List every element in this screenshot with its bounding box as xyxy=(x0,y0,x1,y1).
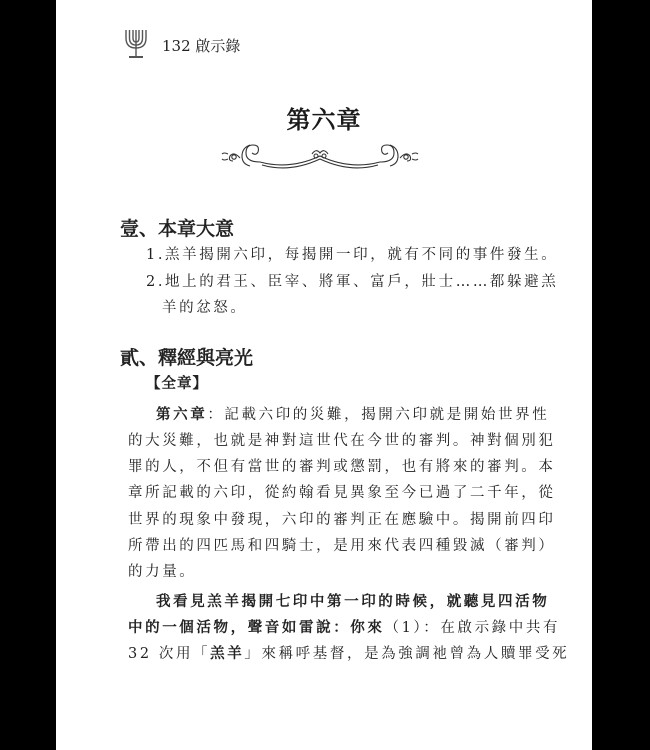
para2-lamb-term: 羔羊 xyxy=(210,645,245,662)
chapter-title: 第六章 xyxy=(286,105,362,134)
page-folio: 132 啟示錄 xyxy=(162,37,241,55)
summary-item-2: 2.地上的君王、臣宰、將軍、富戶，壯士……都躲避羔 xyxy=(146,274,559,290)
para1-line-1 xyxy=(156,403,549,424)
menorah-icon xyxy=(122,28,150,60)
para1-line-4: 章所記載的六印，從約翰看見異象至今已過了二千年，從 xyxy=(128,485,556,501)
section-heading-summary: 壹、本章大意 xyxy=(120,218,235,240)
section-heading-exegesis: 貳、釋經與亮光 xyxy=(120,347,254,369)
para2-line3-rest: 」來稱呼基督，是為強調祂曾為人贖罪受死 xyxy=(244,646,570,662)
para2-verse-text: 中的一個活物，聲音如雷說：你來 xyxy=(128,619,385,636)
subheading-whole-chapter: 【全章】 xyxy=(146,375,208,392)
para1-line1-text: ：記載六印的災難，揭開六印就是開始世界性 xyxy=(207,407,550,423)
para1-lead: 第六章 xyxy=(156,406,208,423)
para1-line-7: 的力量。 xyxy=(128,564,197,580)
para1-line-2: 的大災難，也就是神對這世代在今世的審判。神對個別犯 xyxy=(128,433,556,449)
flourish-divider-icon xyxy=(220,140,420,174)
para2-line-2 xyxy=(128,616,560,637)
para2-line-3 xyxy=(128,642,569,663)
para1-line-6: 所帶出的四匹馬和四騎士，是用來代表四種毀滅（審判） xyxy=(128,538,556,554)
summary-item-1: 1.羔羊揭開六印，每揭開一印，就有不同的事件發生。 xyxy=(146,247,559,263)
summary-item-2-cont: 羊的忿怒。 xyxy=(162,300,248,316)
para2-comment-text: （1）：在啟示錄中共有 xyxy=(384,620,561,636)
para2-line3-pre: 32 次用「 xyxy=(128,646,211,662)
para1-line-3: 罪的人，不但有當世的審判或懲罰，也有將來的審判。本 xyxy=(128,459,556,475)
para1-line-5: 世界的現象中發現，六印的審判正在應驗中。揭開前四印 xyxy=(128,512,556,528)
book-page xyxy=(56,0,592,750)
para2-line-1: 我看見羔羊揭開七印中第一印的時候，就聽見四活物 xyxy=(156,593,550,610)
